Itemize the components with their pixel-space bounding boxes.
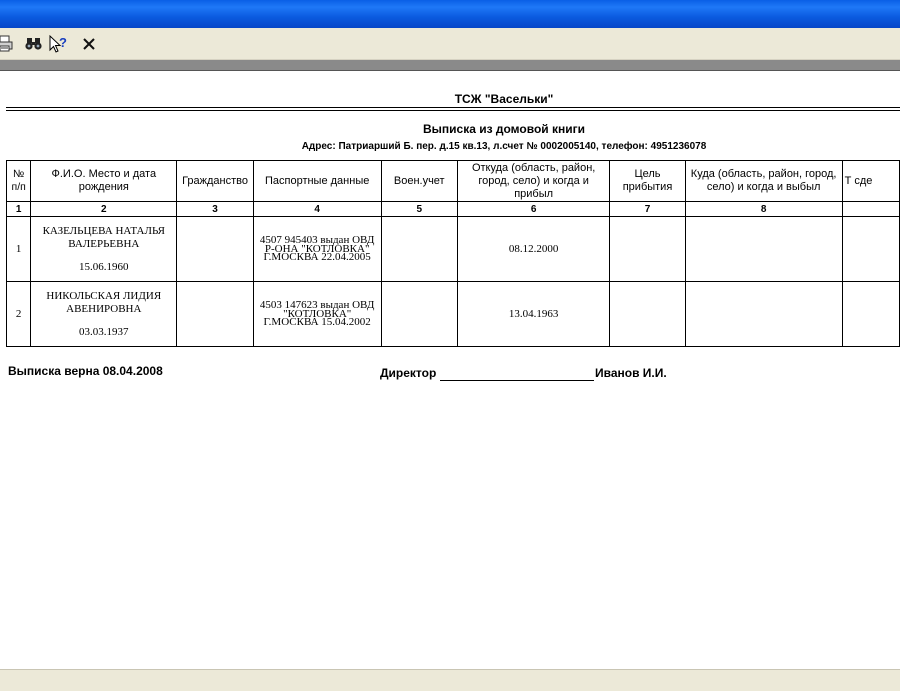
resident-cell [31,282,177,347]
column-header-number: № п/п [7,161,31,202]
column-number: 1 [7,202,31,217]
director-name: Иванов И.И. [595,366,667,380]
report-page[interactable] [0,71,900,668]
whats-this-help-icon[interactable] [46,33,68,55]
close-icon[interactable] [79,33,101,55]
cut-off-cell [842,217,899,282]
resident-cell [31,217,177,282]
table-header-row [7,161,900,202]
citizenship-cell [177,217,254,282]
column-header-cut-off: Т сде [842,161,899,202]
arrived-cell: 13.04.1963 [457,282,609,347]
military-cell [381,282,457,347]
window-title-bar[interactable] [0,0,900,28]
departed-cell [685,282,842,347]
table-row [7,217,900,282]
military-cell [381,217,457,282]
column-number [842,202,899,217]
resident-name: НИКОЛЬСКАЯ ЛИДИЯ АВЕНИРОВНА [46,290,162,315]
header-top-rule [6,107,900,108]
column-number: 4 [253,202,381,217]
passport-cell: 4507 945403 выдан ОВД Р-ОНА "КОТЛОВКА" Г.МОСКВА 22.04.2005 [253,217,381,282]
column-header-purpose: Цель прибытия [610,161,685,202]
column-number: 7 [610,202,685,217]
birth-date: 03.03.1937 [79,326,129,338]
column-header-passport: Паспортные данные [253,161,381,202]
header-bottom-rule [6,110,900,111]
column-header-departed-to: Куда (область, район, город, село) и когда и выбыл [685,161,842,202]
director-label: Директор [380,366,437,380]
citizenship-cell [177,282,254,347]
table-row [7,282,900,347]
resident-name: КАЗЕЛЬЦЕВА НАТАЛЬЯ ВАЛЕРЬЕВНА [42,225,166,250]
statement-text: Выписка верна 08.04.2008 [8,364,163,378]
svg-text:?: ? [59,35,67,50]
arrived-cell: 08.12.2000 [457,217,609,282]
column-header-name: Ф.И.О. Место и дата рождения [31,161,177,202]
toolbar [0,28,900,60]
column-number: 2 [31,202,177,217]
row-number: 2 [7,282,31,347]
column-number: 6 [457,202,609,217]
print-icon[interactable] [0,33,16,55]
column-header-military: Воен.учет [381,161,457,202]
row-number: 1 [7,217,31,282]
passport-cell: 4503 147623 выдан ОВД "КОТЛОВКА" Г.МОСКВА 15.04.2002 [253,282,381,347]
organization-name: ТСЖ "Васельки" [454,92,554,106]
column-header-citizenship: Гражданство [177,161,254,202]
house-book-table [6,160,900,347]
birth-date: 15.06.1960 [79,261,129,273]
signature-line [440,380,594,381]
departed-cell [685,217,842,282]
find-icon[interactable] [23,33,45,55]
cut-off-cell [842,282,899,347]
address-line: Адрес: Патриарший Б. пер. д.15 кв.13, л.счет № 0002005140, телефон: 4951236078 [301,141,707,152]
column-number: 5 [381,202,457,217]
purpose-cell [610,217,685,282]
purpose-cell [610,282,685,347]
column-number: 3 [177,202,254,217]
column-numbers-row [7,202,900,217]
column-header-arrived-from: Откуда (область, район, город, село) и когда и прибыл [457,161,609,202]
status-bar [0,669,900,691]
column-number: 8 [685,202,842,217]
report-top-border [0,60,900,71]
document-title: Выписка из домовой книги [422,122,585,136]
